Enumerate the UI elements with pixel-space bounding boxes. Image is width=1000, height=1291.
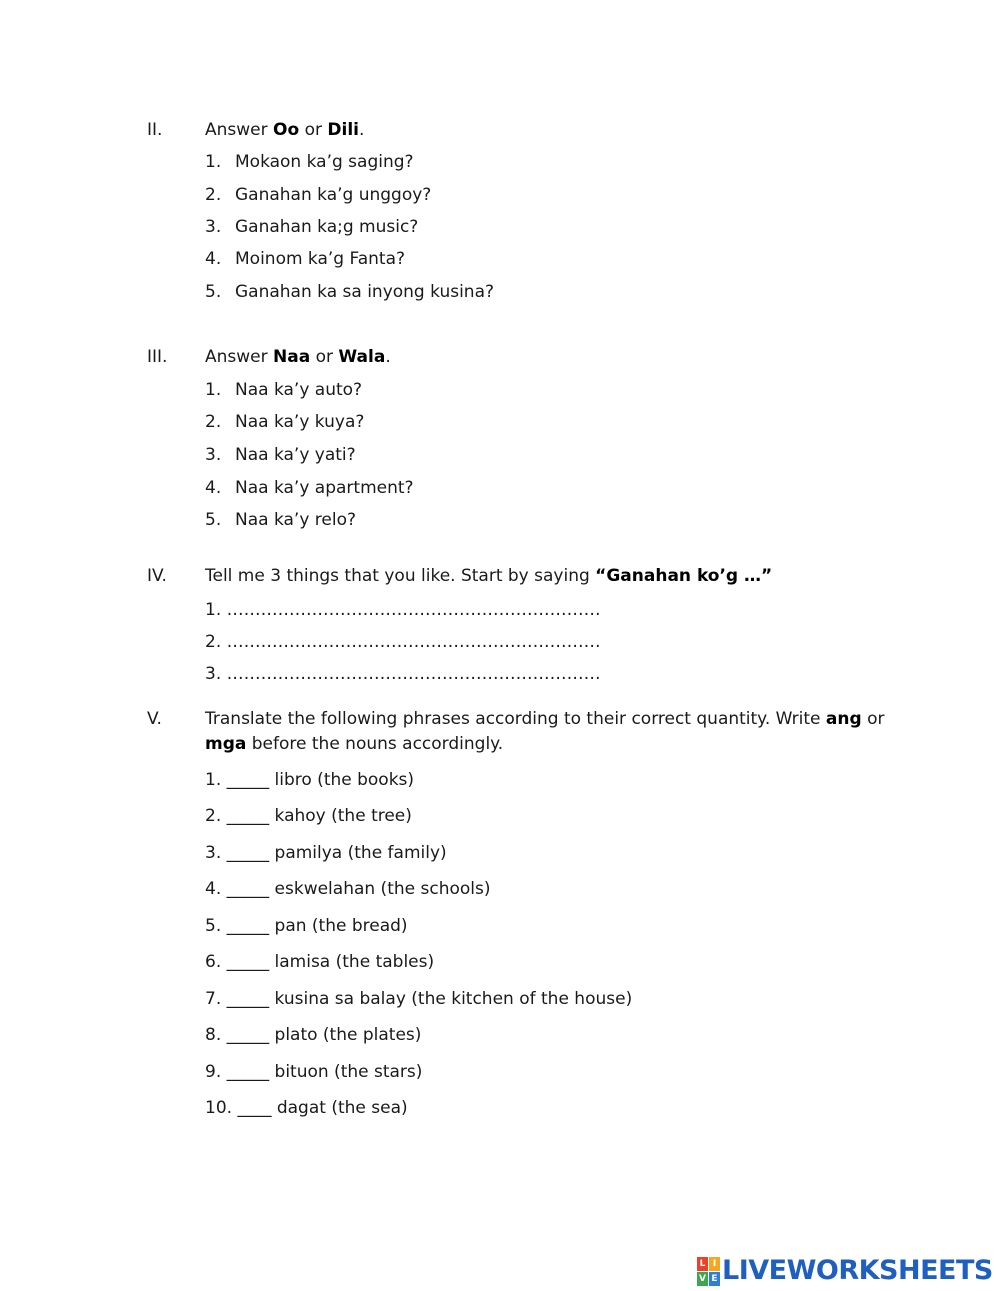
answer-line[interactable]: 1. ………………………………………………………… — [205, 600, 601, 620]
translation-item: 4. _____ eskwelahan (the schools) — [205, 879, 491, 899]
logo-blocks-icon — [697, 1257, 720, 1286]
section-2-item-text: Ganahan ka sa inyong kusina? — [235, 282, 495, 302]
section-4-numeral: IV. — [147, 566, 167, 586]
logo-block: I — [709, 1257, 720, 1271]
section-3-item-number: 5. — [205, 510, 222, 530]
section-2-item-text: Mokaon ka’g saging? — [235, 152, 414, 172]
section-3-item-text: Naa ka’y auto? — [235, 380, 363, 400]
section-2-instruction: Answer Oo or Dili. — [205, 120, 365, 140]
section-3-numeral: III. — [147, 347, 168, 367]
section-3-item-text: Naa ka’y apartment? — [235, 478, 414, 498]
section-3-item-number: 2. — [205, 412, 222, 432]
section-3-item-text: Naa ka’y relo? — [235, 510, 357, 530]
section-5-instruction-line-2: mga before the nouns accordingly. — [205, 734, 504, 754]
section-3-item-number: 4. — [205, 478, 222, 498]
translation-item: 2. _____ kahoy (the tree) — [205, 806, 412, 826]
logo-block: E — [709, 1272, 720, 1286]
section-2-item-text: Moinom ka’g Fanta? — [235, 249, 406, 269]
translation-item: 8. _____ plato (the plates) — [205, 1025, 422, 1045]
translation-item: 3. _____ pamilya (the family) — [205, 843, 447, 863]
translation-item: 7. _____ kusina sa balay (the kitchen of the house) — [205, 989, 633, 1009]
logo-text: LIVEWORKSHEETS — [722, 1255, 993, 1286]
translation-item: 6. _____ lamisa (the tables) — [205, 952, 435, 972]
section-3-item-text: Naa ka’y yati? — [235, 445, 356, 465]
section-2-item-text: Ganahan ka;g music? — [235, 217, 419, 237]
translation-item: 9. _____ bituon (the stars) — [205, 1062, 423, 1082]
logo-block: L — [697, 1257, 708, 1271]
answer-line[interactable]: 3. ………………………………………………………… — [205, 664, 601, 684]
translation-item: 1. _____ libro (the books) — [205, 770, 415, 790]
section-4-instruction: Tell me 3 things that you like. Start by saying “Ganahan ko’g …” — [205, 566, 773, 586]
section-2-item-number: 3. — [205, 217, 222, 237]
section-3-item-number: 3. — [205, 445, 222, 465]
section-3-instruction: Answer Naa or Wala. — [205, 347, 391, 367]
section-2-item-number: 1. — [205, 152, 222, 172]
answer-line[interactable]: 2. ………………………………………………………… — [205, 632, 601, 652]
section-2-numeral: II. — [147, 120, 163, 140]
translation-item: 10. ____ dagat (the sea) — [205, 1098, 408, 1118]
translation-item: 5. _____ pan (the bread) — [205, 916, 408, 936]
logo-block: V — [697, 1272, 708, 1286]
section-3-item-number: 1. — [205, 380, 222, 400]
liveworksheets-logo — [697, 1256, 993, 1286]
section-2-item-number: 4. — [205, 249, 222, 269]
section-2-item-number: 5. — [205, 282, 222, 302]
section-2-item-text: Ganahan ka’g unggoy? — [235, 185, 432, 205]
section-5-numeral: V. — [147, 709, 162, 729]
section-2-item-number: 2. — [205, 185, 222, 205]
section-3-item-text: Naa ka’y kuya? — [235, 412, 365, 432]
section-5-instruction-line-1: Translate the following phrases according to their correct quantity. Write ang or — [205, 709, 885, 729]
